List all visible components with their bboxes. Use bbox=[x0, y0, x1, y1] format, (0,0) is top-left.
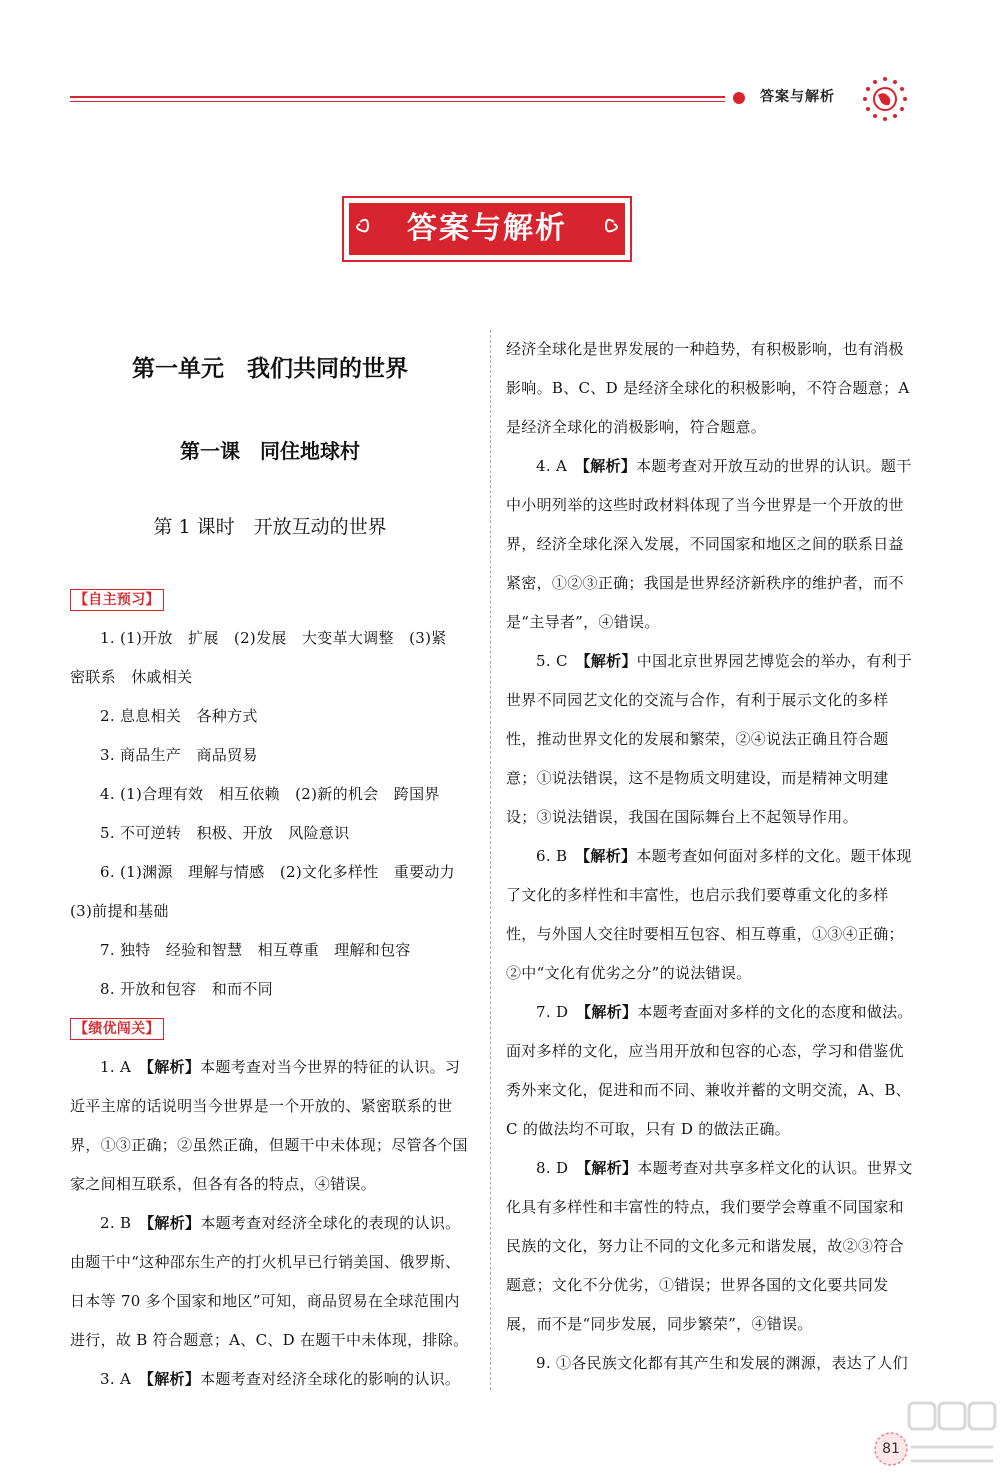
preview-line: 7. 独特 经验和智慧 相互尊重 理解和包容 bbox=[100, 941, 411, 959]
header-rule-bottom bbox=[70, 101, 725, 102]
header-dot-icon bbox=[733, 92, 745, 104]
preview-line: 1. (1)开放 扩展 (2)发展 大变革大调整 (3)紧 bbox=[100, 629, 447, 647]
unit-title: 第一单元 我们共同的世界 bbox=[132, 356, 408, 382]
right-column bbox=[506, 330, 914, 1383]
answer-8: 8. D 【解析】本题考查对共享多样文化的认识。世界文化具有多样性和丰富性的特点，我们要学会尊重不同国家和民族的文化，努力让不同的文化多元和谐发展，故②③符合题意；文化不分优劣，①错误；世界各国的文化要共同发展，而不是“同步发展，同步繁荣”，④错误。 bbox=[506, 1159, 913, 1333]
watermark-logo bbox=[905, 1395, 1000, 1475]
answer-9: 9. ①各民族文化都有其产生和发展的渊源，表达了人们 bbox=[536, 1354, 908, 1372]
column-divider bbox=[490, 330, 491, 1390]
answer-6: 6. B 【解析】本题考查如何面对多样的文化。题干体现了文化的多样性和丰富性，也启示我们要尊重文化的多样性，与外国人交往时要相互包容、相互尊重，①③④正确；②中“文化有优劣之分”的说法错误。 bbox=[506, 847, 912, 982]
page-number: 81 bbox=[882, 1441, 900, 1457]
running-title: 答案与解析 bbox=[760, 89, 835, 105]
preview-line: (3)前提和基础 bbox=[70, 902, 169, 920]
preview-line: 5. 不可逆转 积极、开放 风险意识 bbox=[100, 824, 350, 842]
answer-3: 3. A 【解析】本题考查对经济全球化的影响的认识。 bbox=[100, 1370, 461, 1388]
globe-icon bbox=[862, 76, 908, 122]
preview-line: 2. 息息相关 各种方式 bbox=[100, 707, 258, 725]
left-column bbox=[70, 580, 470, 1399]
answer-3-continued: 经济全球化是世界发展的一种趋势，有积极影响，也有消极影响。B、C、D 是经济全球化的积极影响，不符合题意；A 是经济全球化的消极影响，符合题意。 bbox=[506, 340, 910, 436]
preview-line: 4. (1)合理有效 相互依赖 (2)新的机会 跨国界 bbox=[100, 785, 440, 803]
answer-2: 2. B 【解析】本题考查对经济全球化的表现的认识。由题干中“这种邵东生产的打火机早已行销美国、俄罗斯、日本等 70 多个国家和地区”可知，商品贸易在全球范围内进行，故 B 符合题意；A、C、D 在题干中未体现，排除。 bbox=[70, 1214, 469, 1349]
answer-5: 5. C 【解析】中国北京世界园艺博览会的举办，有利于世界不同园艺文化的交流与合作，有利于展示文化的多样性，推动世界文化的发展和繁荣，②④说法正确且符合题意；①说法错误，这不是物质文明建设，而是精神文明建设；③说法错误，我国在国际舞台上不起领导作用。 bbox=[506, 652, 913, 826]
preview-line: 8. 开放和包容 和而不同 bbox=[100, 980, 273, 998]
banner-title: 答案与解析 bbox=[407, 211, 567, 246]
section-label-excel: 【绩优闯关】 bbox=[70, 1018, 164, 1040]
header-rule-top bbox=[70, 96, 725, 98]
preview-line: 6. (1)渊源 理解与情感 (2)文化多样性 重要动力 bbox=[100, 863, 455, 881]
answer-7: 7. D 【解析】本题考查面对多样的文化的态度和做法。面对多样的文化，应当用开放和包容的心态，学习和借鉴优秀外来文化，促进和而不同、兼收并蓄的文明交流，A、B、C 的做法均不可取，只有 D 的做法正确。 bbox=[506, 1003, 913, 1138]
preview-line: 密联系 休戚相关 bbox=[70, 668, 193, 686]
section-label-preview: 【自主预习】 bbox=[70, 589, 164, 611]
lesson-title: 第一课 同住地球村 bbox=[180, 439, 360, 463]
period-title: 第 1 课时 开放互动的世界 bbox=[153, 516, 387, 538]
preview-line: 3. 商品生产 商品贸易 bbox=[100, 746, 258, 764]
answer-1: 1. A 【解析】本题考查对当今世界的特征的认识。习近平主席的话说明当今世界是一个开放的、紧密联系的世界，①③正确；②虽然正确，但题干中未体现；尽管各个国家之间相互联系，但各有各的特点，④错误。 bbox=[70, 1058, 468, 1193]
answer-4: 4. A 【解析】本题考查对开放互动的世界的认识。题干中小明列举的这些时政材料体现了当今世界是一个开放的世界，经济全球化深入发展，不同国家和地区之间的联系日益紧密，①②③正确；我国是世界经济新秩序的维护者，而不是“主导者”，④错误。 bbox=[506, 457, 912, 631]
